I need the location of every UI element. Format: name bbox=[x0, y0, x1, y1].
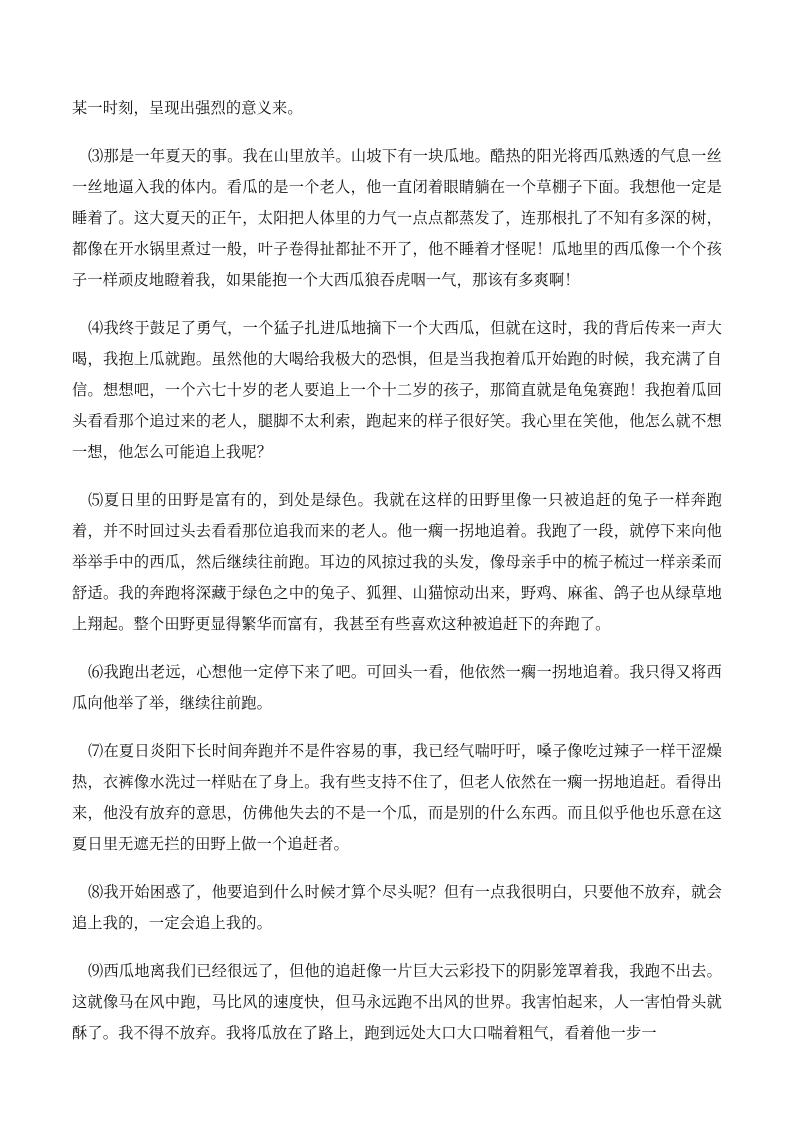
document-page bbox=[72, 93, 722, 1049]
paragraph-continuation: 某一时刻，呈现出强烈的意义来。 bbox=[72, 99, 303, 117]
paragraph-9: ⑼西瓜地离我们已经很远了，但他的追赶像一片巨大云彩投下的阴影笼罩着我，我跑不出去。这就像马在风中跑，马比风的速度快，但马永远跑不出风的世界。我害怕起来，人一害怕骨头就酥了。我不得不放弃。我将瓜放在了路上，跑到远处大口大口喘着粗气，看着他一步一 bbox=[72, 962, 722, 1042]
paragraph-5: ⑸夏日里的田野是富有的，到处是绿色。我就在这样的田野里像一只被追赶的兔子一样奔跑着，并不时回过头去看看那位追我而来的老人。他一瘸一拐地追着。我跑了一段，就停下来向他举举手中的西瓜，然后继续往前跑。耳边的风掠过我的头发，像母亲手中的梳子梳过一样亲柔而舒适。我的奔跑将深藏于绿色之中的兔子、狐狸、山猫惊动出来，野鸡、麻雀、鸽子也从绿草地上翔起。整个田野更显得繁华而富有，我甚至有些喜欢这种被追赶下的奔跑了。 bbox=[72, 491, 722, 633]
paragraph-6: ⑹我跑出老远，心想他一定停下来了吧。可回头一看，他依然一瘸一拐地追着。我只得又将西瓜向他举了举，继续往前跑。 bbox=[72, 663, 722, 712]
paragraph-7: ⑺在夏日炎阳下长时间奔跑并不是件容易的事，我已经气喘吁吁，嗓子像吃过辣子一样干涩燥热，衣裤像水洗过一样贴在了身上。我有些支持不住了，但老人依然在一瘸一拐地追赶。看得出来，他没有放弃的意思，仿佛他失去的不是一个瓜，而是别的什么东西。而且似乎他也乐意在这夏日里无遮无拦的田野上做一个追赶者。 bbox=[72, 742, 722, 853]
paragraph-4: ⑷我终于鼓足了勇气，一个猛子扎进瓜地摘下一个大西瓜，但就在这时，我的背后传来一声大喝，我抱上瓜就跑。虽然他的大喝给我极大的恐惧，但是当我抱着瓜开始跑的时候，我充满了自信。想想吧，一个六七十岁的老人要追上一个十二岁的孩子，那简直就是龟兔赛跑！我抱着瓜回头看看那个追过来的老人，腿脚不太利索，跑起来的样子很好笑。我心里在笑他，他怎么就不想一想，他怎么可能追上我呢？ bbox=[72, 319, 722, 461]
paragraph-3: ⑶那是一年夏天的事。我在山里放羊。山坡下有一块瓜地。酷热的阳光将西瓜熟透的气息一丝一丝地逼入我的体内。看瓜的是一个老人，他一直闭着眼睛躺在一个草棚子下面。我想他一定是睡着了。这大夏天的正午，太阳把人体里的力气一点点都蒸发了，连那根扎了不知有多深的树，都像在开水锅里煮过一般，叶子卷得扯都扯不开了，他不睡着才怪呢！瓜地里的西瓜像一个个孩子一样顽皮地瞪着我，如果能抱一个大西瓜狼吞虎咽一气，那该有多爽啊！ bbox=[72, 147, 722, 289]
paragraph-8: ⑻我开始困惑了，他要追到什么时候才算个尽头呢？但有一点我很明白，只要他不放弃，就会追上我的，一定会追上我的。 bbox=[72, 883, 722, 932]
